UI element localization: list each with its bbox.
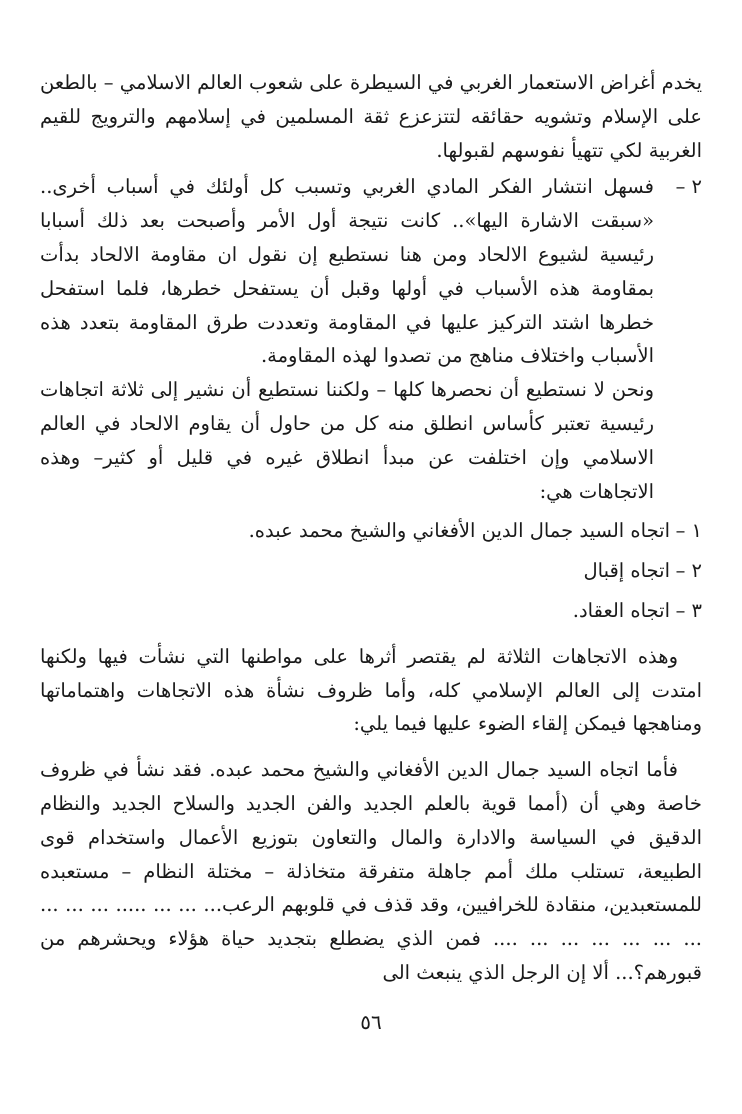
list-item-text: اتجاه إقبال [583,559,670,583]
point-number: ٢ – [675,175,702,199]
list-item [40,514,702,548]
list-item-text: اتجاه السيد جمال الدين الأفغاني والشيخ محمد عبده. [248,519,670,543]
page-number: ٥٦ [360,1010,382,1034]
paragraph-point-2 [40,170,702,373]
list-item [40,594,702,628]
list-item-number: ٣ – [675,598,702,622]
paragraph-directions-intro: ونحن لا نستطيع أن نحصرها كلها – ولكننا نستطيع أن نشير إلى ثلاثة اتجاهات رئيسية تعتبر كأساس انطلق منه كل من حاول أن يقاوم الالحاد في العالم الاسلامي وإن اختلفت عن مبدأ انطلاق غيره في قليل أو كثير– وهذه الاتجاهات هي: [40,378,654,503]
paragraph-intro: يخدم أغراض الاستعمار الغربي في السيطرة على شعوب العالم الاسلامي – بالطعن على الإسلام وتشويه حقائقه لتتزعزع ثقة المسلمين في إسلامهم والترويج للقيم الغربية لكي تتهيأ نفوسهم لقبولها. [40,71,702,162]
list-item-number: ٢ – [675,559,702,583]
list-item [40,554,702,588]
list-item-number: ١ – [675,519,702,543]
paragraph-afghani: فأما اتجاه السيد جمال الدين الأفغاني والشيخ محمد عبده. فقد نشأ في ظروف خاصة وهي أن (أمما قوية بالعلم الجديد والفن الجديد والسلاح الجديد والنظام الدقيق في السياسة والادارة والمال والتعاون بتوزيع الأعمال واستخدام قوى الطبيعة، تستلب ملك أمم جاهلة متفرقة متخاذلة – مختلة النظام – مستعبده للمستعبدين، منقادة للخرافيين، وقد قذف في قلوبهم الرعب... ... ... ..... ... ... ... ... ... ... ... ... ... .... فمن الذي يضطلع بتجديد حياة هؤلاء ويحشرهم من قبورهم؟... ألا إن الرجل الذي ينبعث الى [40,758,702,984]
point-text: فسهل انتشار الفكر المادي الغربي وتسبب كل أولئك في أسباب أخرى.. «سبقت الاشارة اليها».. كانت نتيجة أول الأمر وأصبحت بعد ذلك أسبابا رئيسية لشيوع الالحاد ومن هنا نستطيع إن نقول ان مقاومة الالحاد بدأت بمقاومة هذه الأسباب في أولها وقبل أن يستفحل خطرها، فلما استفحل خطرها اشتد التركيز عليها في المقاومة وتعددت طرق المقاومة بتعدد هذه الأسباب واختلاف مناهج من تصدوا لهذه المقاومة. [40,175,654,368]
directions-list [40,514,702,627]
list-item-text: اتجاه العقاد. [572,598,670,622]
paragraph-three-directions: وهذه الاتجاهات الثلاثة لم يقتصر أثرها على مواطنها التي نشأت فيها ولكنها امتدت إلى العالم الإسلامي كله، وأما ظروف نشأة هذه الاتجاهات واهتماماتها ومناهجها فيمكن إلقاء الضوء عليها فيما يلي: [40,644,702,736]
body-text [40,66,702,990]
